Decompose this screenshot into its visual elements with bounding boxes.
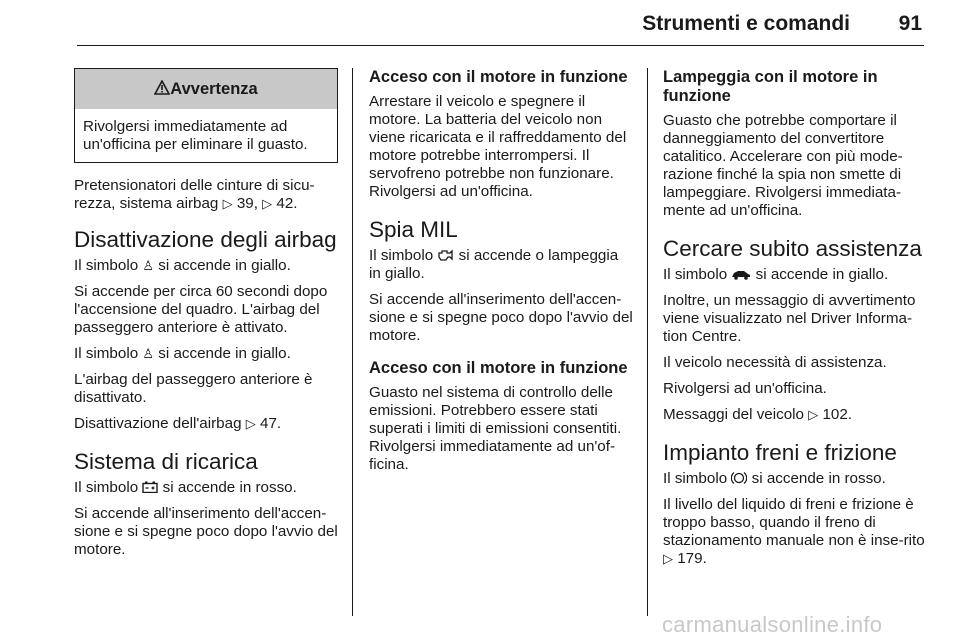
engine-running-paragraph-2: Guasto nel sistema di controllo delle emissioni. Potrebbero essere stati superati i limiti di emissioni consentiti. Rivolgersi immediatamente ad un'of-ficina.	[369, 384, 622, 473]
heading-engine-running-2: Acceso con il motore in funzione	[369, 359, 628, 377]
heading-brake-clutch: Impianto freni e frizione	[663, 440, 897, 465]
airbag-on-icon: ♙	[142, 258, 155, 273]
heading-charging-system: Sistema di ricarica	[74, 449, 258, 474]
brake-description: Il livello del liquido di freni e frizione è troppo basso, quando il freno di stazionamento manuale non è inse-rito ▷ 179.	[663, 496, 925, 567]
assist-ref-paragraph: Messaggi del veicolo ▷ 102.	[663, 406, 853, 423]
heading-seek-assistance: Cercare subito assistenza	[663, 236, 922, 261]
watermark: carmanualsonline.info	[662, 612, 883, 637]
column-3	[663, 68, 928, 576]
battery-icon	[142, 481, 158, 493]
page-ref-link[interactable]: 39,	[236, 195, 258, 212]
page-ref-arrow-icon: ▷	[808, 407, 819, 422]
page-ref-arrow-icon: ▷	[262, 196, 273, 211]
airbag-symbol-line-2: Il simbolo ♙ si accende in giallo.	[74, 345, 291, 362]
airbag-symbol-line-1: Il simbolo ♙ si accende in giallo.	[74, 257, 291, 274]
column-divider-2	[647, 68, 648, 616]
header-rule	[77, 45, 924, 46]
pretensioner-paragraph: Pretensionatori delle cinture di sicu- rezza, sistema airbag ▷ 39, ▷ 42.	[74, 177, 315, 212]
brake-warning-icon	[731, 471, 747, 485]
heading-airbag-deactivation: Disattivazione degli airbag	[74, 227, 337, 252]
assist-need-paragraph: Il veicolo necessità di assistenza.	[663, 354, 887, 371]
page-number: 91	[898, 12, 922, 35]
heading-engine-running-1: Acceso con il motore in funzione	[369, 68, 628, 86]
column-2	[369, 68, 633, 482]
page-ref-arrow-icon: ▷	[663, 551, 673, 566]
page-ref-link[interactable]: 47.	[260, 415, 282, 432]
warning-box	[74, 68, 338, 163]
airbag-on-paragraph: Si accende per circa 60 secondi dopo l'accensione del quadro. L'airbag del passeggero anteriore è attivato.	[74, 283, 328, 336]
warning-triangle-icon	[154, 80, 170, 95]
engine-running-paragraph-1: Arrestare il veicolo e spegnere il motore. La batteria del veicolo non viene ricaricata e il raffreddamento del motore potrebbe interrompersi. Il servofreno potrebbe non funzionare. Rivolgersi ad un'officina.	[369, 93, 627, 200]
service-vehicle-icon	[731, 269, 751, 280]
brake-symbol-line: Il simbolo si accende in rosso.	[663, 470, 886, 487]
page-ref-link[interactable]: 42.	[276, 195, 298, 212]
blinking-paragraph: Guasto che potrebbe comportare il danneggiamento del convertitore catalitico. Accelerare con più mode-razione finché la spia non smette di lampeggiare. Rivolgersi immediata-mente ad un'officina.	[663, 112, 903, 219]
heading-mil: Spia MIL	[369, 217, 458, 242]
page-ref-arrow-icon: ▷	[222, 196, 233, 211]
airbag-off-paragraph: L'airbag del passeggero anteriore è disattivato.	[74, 371, 313, 406]
warning-header	[75, 69, 337, 109]
section-title: Strumenti e comandi	[642, 12, 850, 35]
engine-check-icon	[437, 249, 454, 261]
assist-message-paragraph: Inoltre, un messaggio di avvertimento viene visualizzato nel Driver Informa-tion Centre.	[663, 292, 916, 345]
page-ref-link[interactable]: 102.	[822, 406, 853, 423]
mil-symbol-line: Il simbolo si accende o lampeggia in giallo.	[369, 247, 619, 282]
airbag-ref-paragraph: Disattivazione dell'airbag ▷ 47.	[74, 415, 282, 432]
assist-workshop-paragraph: Rivolgersi ad un'officina.	[663, 380, 827, 397]
charging-symbol-line: Il simbolo si accende in rosso.	[74, 479, 297, 496]
warning-body: Rivolgersi immediatamente ad un'officina per eliminare il guasto.	[83, 118, 308, 153]
column-divider-1	[352, 68, 353, 616]
page-ref-arrow-icon: ▷	[245, 416, 256, 431]
warning-title: Avvertenza	[170, 80, 258, 98]
mil-description: Si accende all'inserimento dell'accen-sione e si spegne poco dopo l'avvio del motore.	[369, 291, 633, 344]
heading-blinking-engine-running: Lampeggia con il motore in funzione	[663, 68, 878, 105]
page-header	[0, 0, 960, 46]
airbag-off-icon: ♙	[142, 346, 155, 361]
assist-symbol-line: Il simbolo si accende in giallo.	[663, 266, 889, 283]
page-ref-link[interactable]: 179.	[677, 550, 707, 567]
column-1	[74, 68, 338, 567]
charging-description: Si accende all'inserimento dell'accen-sione e si spegne poco dopo l'avvio del motore.	[74, 505, 338, 558]
